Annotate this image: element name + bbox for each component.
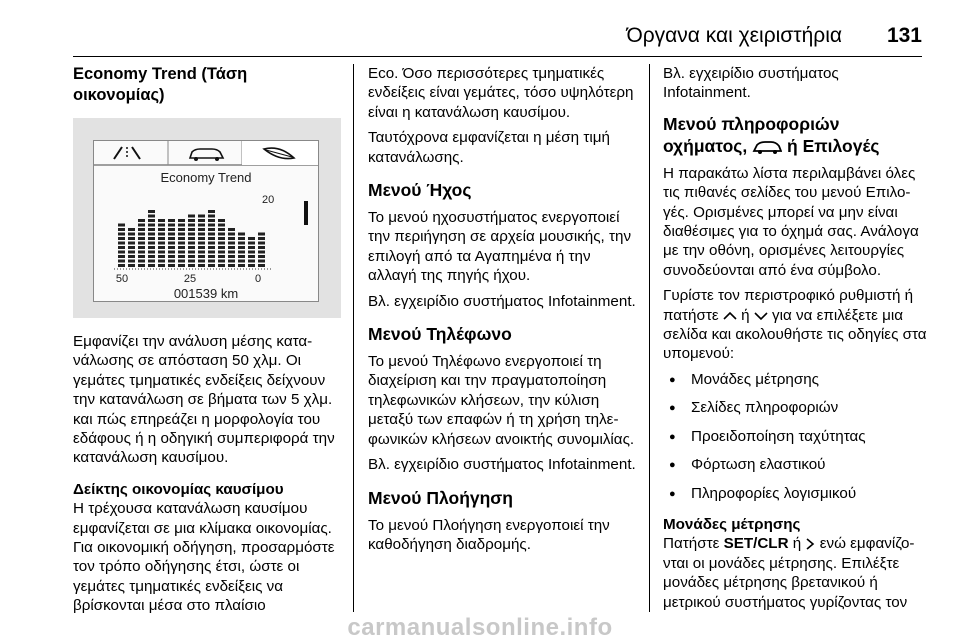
trend-bar (148, 210, 155, 267)
trend-bar (188, 215, 195, 268)
paragraph: Το μενού Τηλέφωνο ενεργοποιεί τη διαχείριση και την πραγματοποίηση τηλεφωνικών κλήσεων, την κύλιση μεταξύ των επαφών ή τη χρήση τηλεφωνικών κλήσεων ανοικτής συνομιλίας. (368, 353, 635, 448)
chevron-down-icon (754, 311, 768, 321)
car-icon (752, 139, 782, 155)
list-item: ● Πληροφορίες λογισμικού (663, 484, 928, 503)
trip-info-icon (114, 147, 140, 159)
list-item: ● Μονάδες μέτρησης (663, 370, 928, 389)
paragraph: Πατήστε SET/CLR ή ενώ εμφανίζονται οι μονάδες μέτρησης. Επιλέξτε μονάδες μέτρησης βρετανικού ή μετρικού συστήματος γυρίζοντας τον (663, 535, 915, 611)
x-label-25: 25 (183, 273, 197, 285)
header-rule (73, 56, 922, 57)
list-item: ● Φόρτωση ελαστικού (663, 455, 928, 474)
heading-phone-menu: Μενού Τηλέφωνο (368, 324, 512, 345)
paragraph: Βλ. εγχειρίδιο συστήματος Infotainment. (663, 65, 839, 102)
chevron-up-icon (723, 311, 737, 321)
trend-bar (208, 210, 215, 267)
y-label-top: 20 (262, 194, 275, 206)
trend-bar (238, 233, 245, 268)
trend-bar (128, 228, 135, 267)
trend-bar (178, 219, 185, 267)
column-3 (663, 64, 928, 618)
bar-chart (118, 210, 265, 267)
submenu-list (663, 370, 928, 503)
paragraph: Eco. Όσο περισσότερες τμηματικές ενδείξεις είναι γεμάτες, τόσο υψηλότερη είναι η κατανάλωση καυσίμου. (368, 65, 634, 121)
trend-bar (138, 219, 145, 267)
trend-bar (158, 219, 165, 267)
trend-bar (228, 228, 235, 267)
chapter-title: Όργανα και χειριστήρια (626, 24, 842, 47)
section-heading-economy-trend: Economy Trend (Τάση οικονομίας) (73, 65, 248, 104)
economy-trend-display (94, 141, 318, 301)
car-icon (190, 149, 223, 161)
watermark: carmanualsonline.info (347, 614, 613, 641)
paragraph: Ταυτόχρονα εμφανίζεται η μέση τιμή κατανάλωσης. (368, 129, 610, 166)
trend-bar (118, 224, 125, 268)
subheading-fuel-economy-index: Δείκτης οικονομίας καυσίμου (73, 480, 284, 498)
column-1 (73, 64, 343, 622)
set-clr-key: SET/CLR (723, 535, 789, 553)
heading-navigation-menu: Μενού Πλοήγηση (368, 487, 513, 508)
trend-bar (258, 233, 265, 268)
figure-title: Economy Trend (160, 170, 252, 185)
list-item: ● Σελίδες πληροφοριών (663, 398, 928, 417)
subheading-units: Μονάδες μέτρησης (663, 515, 801, 533)
x-label-0: 0 (254, 273, 262, 285)
column-divider-1 (353, 64, 354, 612)
page-number: 131 (886, 24, 922, 47)
chevron-right-icon (805, 538, 815, 550)
trend-bar (248, 237, 255, 267)
paragraph: Γυρίστε τον περιστροφικό ρυθμιστή ή πατήστε ή για να επιλέξετε μια σελίδα και ακολουθήστε τις οδηγίες στα υπομενού: (663, 287, 927, 363)
trend-bar (218, 219, 225, 267)
page-header (0, 0, 960, 60)
x-label-50: 50 (115, 273, 129, 285)
paragraph: Βλ. εγχειρίδιο συστήματος Infotainment. (368, 456, 636, 474)
odometer-readout: 001539 km (173, 286, 239, 301)
heading-vehicle-info-menu: Μενού πληροφοριών οχήματος, ή Επιλογές (663, 113, 880, 156)
list-item: ● Προειδοποίηση ταχύτητας (663, 427, 928, 446)
trend-bar (198, 215, 205, 268)
paragraph: Το μενού ηχοσυστήματος ενεργοποιεί την περιήγηση σε αρχεία μουσικής, την επιλογή από τα Αγαπημένα ή την αλλαγή της πηγής ήχου. (368, 209, 632, 285)
column-divider-2 (649, 64, 650, 612)
trend-bar (168, 219, 175, 267)
paragraph: Εμφανίζει την ανάλυση μέσης κατανάλωσης σε απόσταση 50 χλμ. Οι γεμάτες τμηματικές ενδείξεις δείχνουν την κατανάλωση σε βήματα των 5 χλμ. και πώς επηρεάζει η μορφολογία του εδάφους ή η οδηγική συμπεριφορά την κατανάλωση καυσίμου. (73, 333, 335, 467)
heading-audio-menu: Μενού Ήχος (368, 180, 472, 201)
economy-trend-figure (73, 118, 341, 318)
paragraph: Βλ. εγχειρίδιο συστήματος Infotainment. (368, 292, 636, 310)
display-screen (93, 140, 319, 302)
paragraph: Η παρακάτω λίστα περιλαμβάνει όλες τις πιθανές σελίδες του μενού Επιλογές. Ορισμένες μπορεί να μην είναι διαθέσιμες για το όχημά σας. Ανάλογα με την οθόνη, ορισμένες λειτουργίες συνοδεύονται από ένα σύμβολο. (663, 164, 919, 279)
column-2 (368, 64, 636, 560)
paragraph: Η τρέχουσα κατανάλωση καυσίμου εμφανίζεται σε μια κλίμακα οικονομίας. Για οικονομική οδήγηση, προσαρμόστε τον τρόπο οδήγησης έτσι, ώστε οι γεμάτες τμηματικές ενδείξεις να βρίσκονται μέσα στο πλαίσιο (73, 500, 335, 615)
paragraph: Το μενού Πλοήγηση ενεργοποιεί την καθοδήγηση διαδρομής. (368, 516, 610, 553)
